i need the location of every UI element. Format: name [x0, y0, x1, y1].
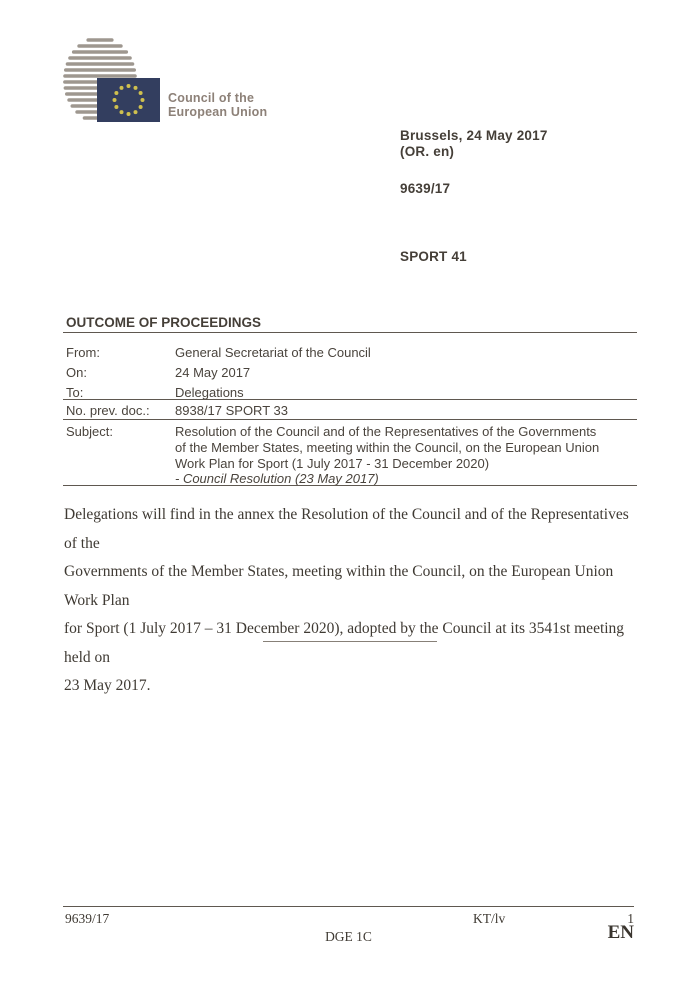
section-divider — [263, 641, 437, 642]
footer-language-code: EN — [607, 922, 634, 943]
table-rule — [63, 332, 637, 333]
row-on-value: 24 May 2017 — [175, 365, 251, 380]
original-language-note: (OR. en) — [400, 144, 455, 159]
body-line: 23 May 2017. — [64, 677, 151, 694]
subject-line: Resolution of the Council and of the Representatives of the Governments — [175, 424, 597, 439]
table-rule — [63, 419, 637, 420]
subject-line: Work Plan for Sport (1 July 2017 - 31 December 2020) — [175, 455, 490, 471]
row-subject-value — [175, 424, 637, 487]
body-paragraph — [64, 501, 644, 701]
row-from-label: From: — [66, 345, 100, 360]
row-prevdoc-label: No. prev. doc.: — [66, 403, 150, 418]
body-line: for Sport (1 July 2017 – 31 December 2020), adopted by the Council at its 3541st meeting held on — [64, 620, 625, 666]
row-to-value: Delegations — [175, 385, 244, 400]
place-and-date: Brussels, 24 May 2017 — [400, 128, 548, 143]
council-eu-logo-icon — [0, 0, 180, 135]
footer-rule — [63, 906, 634, 907]
footer-page-number: 1 — [627, 911, 634, 926]
footer-doc-number: 9639/17 — [65, 911, 110, 926]
body-line: Governments of the Member States, meeting within the Council, on the European Union Work Plan — [64, 563, 614, 609]
document-number: 9639/17 — [400, 181, 451, 196]
org-name-line1: Council of the — [168, 91, 255, 105]
row-prevdoc-value: 8938/17 SPORT 33 — [175, 403, 288, 418]
subject-resolution-note: - Council Resolution (23 May 2017) — [175, 471, 379, 487]
document-header-table — [63, 313, 637, 485]
row-on-label: On: — [66, 365, 87, 380]
body-line: Delegations will find in the annex the Resolution of the Council and of the Representatives of the — [64, 506, 629, 552]
table-rule — [63, 485, 637, 486]
footer-initials: KT/lv — [473, 911, 506, 926]
org-name — [168, 91, 267, 119]
row-to-label: To: — [66, 385, 84, 400]
footer-department: DGE 1C — [325, 929, 372, 944]
table-title: OUTCOME OF PROCEEDINGS — [66, 315, 262, 330]
row-subject-label: Subject: — [66, 424, 113, 439]
table-rule — [63, 399, 637, 400]
row-from-value: General Secretariat of the Council — [175, 345, 371, 360]
subject-line: of the Member States, meeting within the Council, on the European Union — [175, 439, 600, 455]
org-name-line2: European Union — [168, 105, 268, 119]
subject-code: SPORT 41 — [400, 249, 467, 264]
